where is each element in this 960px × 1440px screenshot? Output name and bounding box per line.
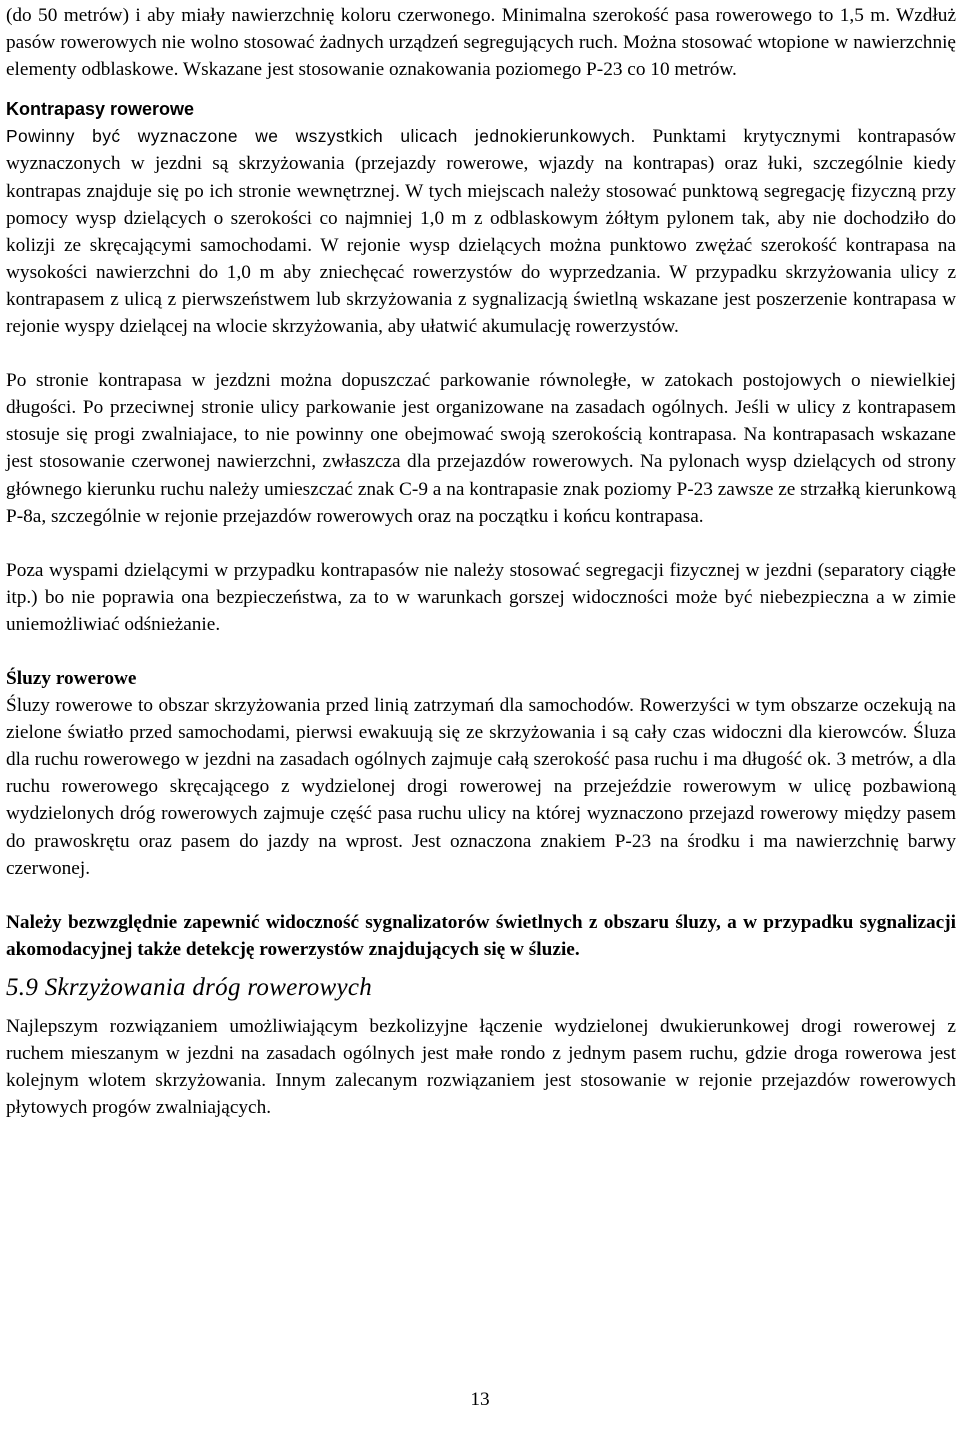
sluzy-paragraph: Śluzy rowerowe to obszar skrzyżowania przed linią zatrzymań dla samochodów. Rowerzyści w tym obszarze oczekują na zielone światło przed samochodami, pierwsi ewakuują się ze skrzyżowania i są cały czas widoczni dla kierowców. Śluza dla ruchu rowerowego w jezdni na zasadach ogólnych zajmuje całą szerokość pasa ruchu i ma długość ok. 3 metrów, a dla ruchu rowerowego skręcającego z wydzielonej drogi rowerowej na przejeździe rowerowym w ulicę pozbawioną wydzielonych dróg rowerowych zajmuje część pasa ruchu ulicy na której wyznaczono przejazd rowerowy między pasem do prawoskrętu oraz pasem do jazdy na wprost. Jest oznaczona znakiem P-23 na środku i ma nawierzchnię barwy czerwonej. [6, 695, 956, 879]
parkowanie-paragraph: Po stronie kontrapasa w jezdzni można dopuszczać parkowanie równoległe, w zatokach postojowych o niewielkiej długości. Po przeciwnej stronie ulicy parkowanie jest organizowane na zasadach ogólnych. Jeśli w ulicy z kontrapasem stosuje się progi zwalniajace, to nie powinny one obejmować swoją szerokością kontrapasa. Na kontrapasach wskazane jest stosowanie czerwonej nawierzchni, zwłaszcza dla przejazdów rowerowych. Na pylonach wysp dzielących od strony głównego kierunku ruchu należy umieszczać znak C-9 a na kontrapasie znak poziomy P-23 zawsze ze strzałką kierunkową P-8a, szczególnie w rejonie przejazdów rowerowych oraz na początku i końcu kontrapasa. [6, 370, 956, 527]
intro-paragraph: (do 50 metrów) i aby miały nawierzchnię koloru czerwonego. Minimalna szerokość pasa rowerowego to 1,5 m. Wzdłuż pasów rowerowych nie wolno stosować żadnych urządzeń segregujących ruch. Można stosować wtopione w nawierzchnię elementy odblaskowe. Wskazane jest stosowanie oznakowania poziomego P-23 co 10 metrów. [6, 5, 956, 81]
sluzy-heading: Śluzy rowerowe [6, 667, 137, 689]
skrzyzowania-paragraph: Najlepszym rozwiązaniem umożliwiającym bezkolizyjne łączenie wydzielonej dwukierunkowej drogi rowerowej z ruchem mieszanym w jezdni na zasadach ogólnych jest małe rondo z jednym pasem ruchu, gdzie droga rowerowa jest kolejnym wlotem skrzyżowania. Innym zalecanym rozwiązaniem jest stosowanie w rejonie przejazdów rowerowych płytowych progów zwalniających. [6, 1015, 956, 1119]
section-title: 5.9 Skrzyżowania dróg rowerowych [6, 973, 373, 1001]
kontrapasy-sentence-1: Powinny być wyznaczone we wszystkich ulicach jednokierunkowych. [6, 126, 636, 147]
page-number: 13 [470, 1389, 490, 1410]
kontrapasy-heading: Kontrapasy rowerowe [6, 99, 195, 120]
wyspy-paragraph: Poza wyspami dzielącymi w przypadku kontrapasów nie należy stosować segregacji fizycznej w jezdni (separatory ciągłe itp.) bo nie poprawia ona bezpieczeństwa, za to w warunkach gorszej widoczności może być niebezpieczna a w zimie uniemożliwiać odśnieżanie. [6, 559, 956, 635]
kontrapasy-paragraph [6, 123, 956, 340]
sluzy-bold-paragraph: Należy bezwzględnie zapewnić widoczność sygnalizatorów świetlnych z obszaru śluzy, a w przypadku sygnalizacji akomodacyjnej także detekcję rowerzystów znajdujących się w śluzie. [6, 911, 956, 960]
kontrapasy-rest: W tych miejscach należy stosować punktową segregację fizyczną przy pomocy wysp dzielących o szerokości co najmniej 1,0 m z odblaskowym żółtym pylonem tak, aby nie dochodziło do kolizji ze skręcającymi samochodami. W rejonie wysp dzielących można punktowo zwężać szerokość kontrapasa na wysokości nawierzchni do 1,0 m aby zniechęcać rowerzystów do wyprzedzania. W przypadku skrzyżowania ulicy z kontrapasem z ulicą z pierwszeństwem lub skrzyżowania z sygnalizacją świetlną wskazane jest poszerzenie kontrapasa w rejonie wyspy dzielącej na wlocie skrzyżowania, aby ułatwić akumulację rowerzystów. [6, 180, 956, 338]
kontrapasy-sentence-2: Punktami krytycznymi kontrapasów wyznaczonych w jezdni są skrzyżowania (przejazdy rowerowe, wjazdy na kontrapas) oraz łuki, szczególnie kiedy kontrapas znajduje się po ich stronie wewnętrznej. [6, 126, 956, 202]
page-content [6, 2, 956, 1121]
